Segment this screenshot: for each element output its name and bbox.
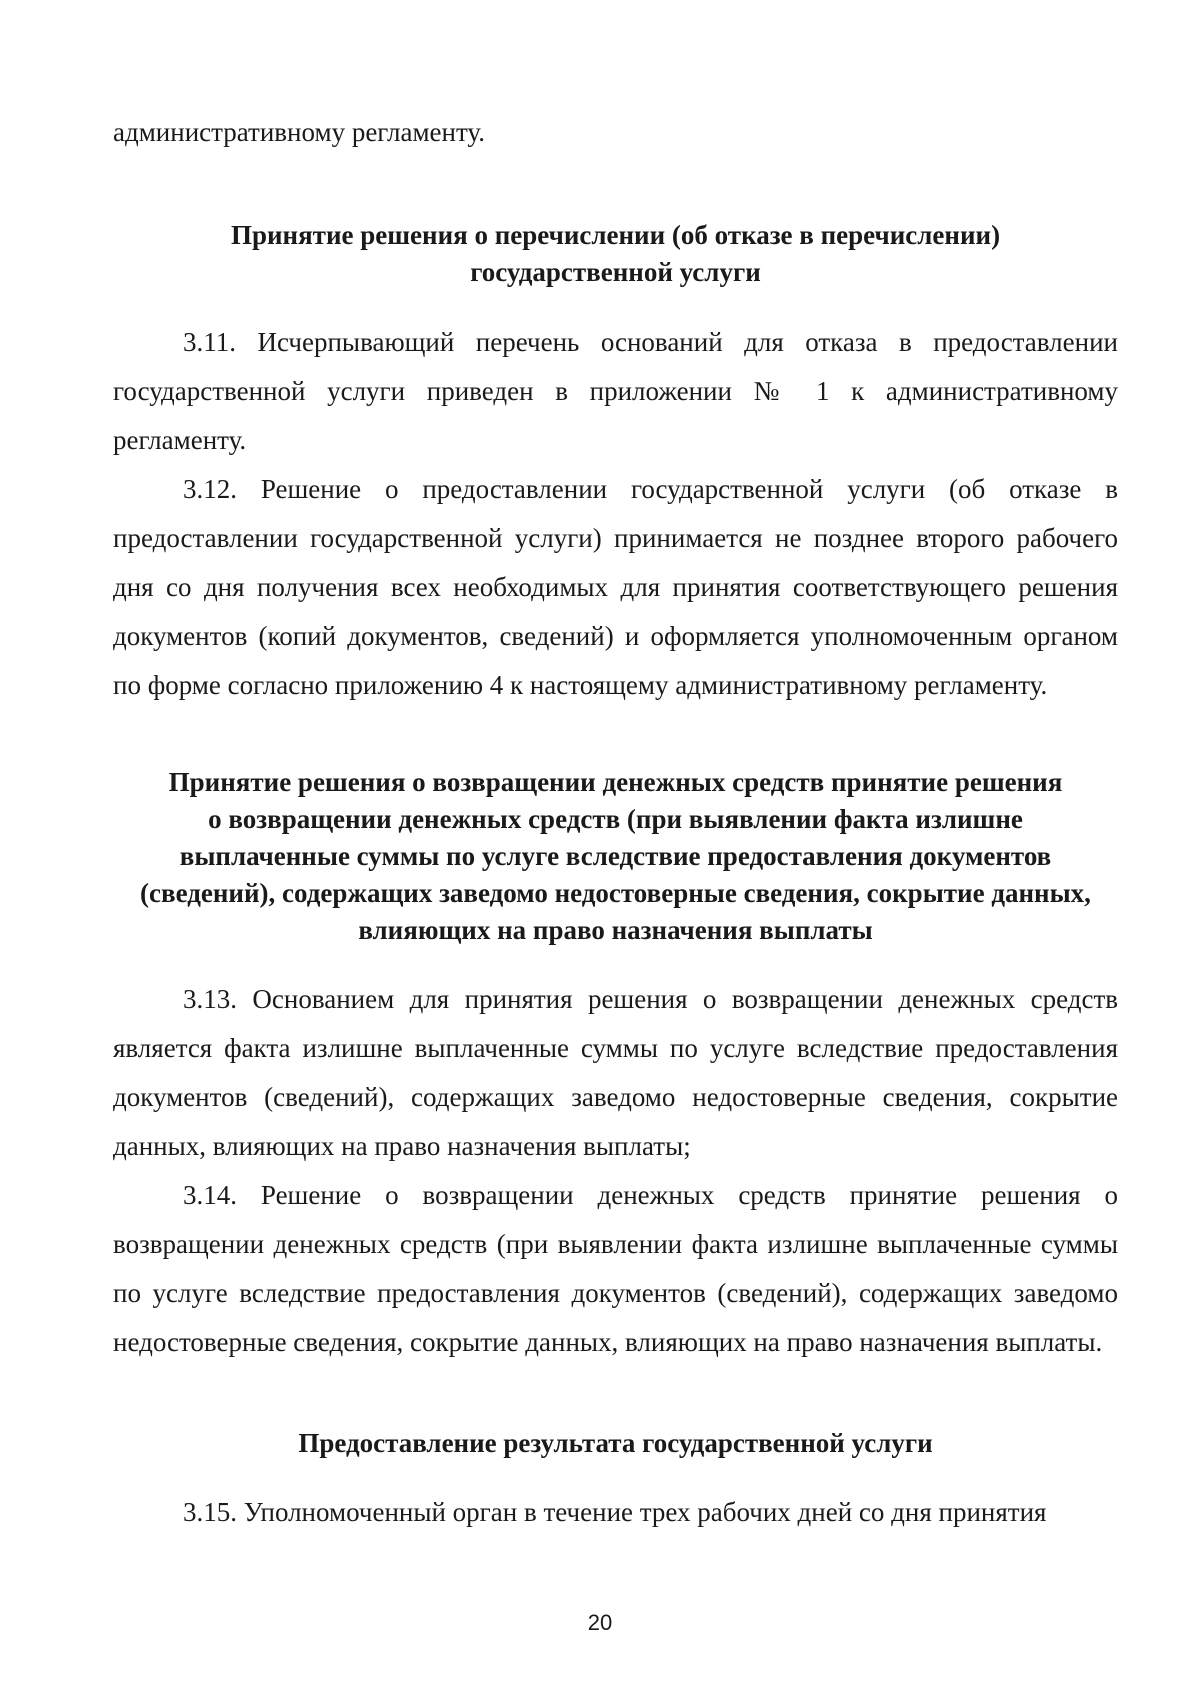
heading-refusal bbox=[113, 217, 1118, 291]
paragraph-3-12: 3.12. Решение о предоставлении государственной услуги (об отказе в предоставлении государственной услуги) принимается не позднее второго рабочего дня со дня получения всех необходимых для принятия соответствующего решения документов (копий документов, сведений) и оформляется уполномоченным органом по форме согласно приложению 4 к настоящему административному регламенту. bbox=[113, 474, 1118, 700]
heading-refund-line-4: (сведений), содержащих заведомо недостоверные сведения, сокрытие данных, bbox=[140, 878, 1091, 908]
page-number: 20 bbox=[587, 1610, 613, 1635]
paragraph-3-13: 3.13. Основанием для принятия решения о возвращении денежных средств является факта излишне выплаченные суммы по услуге вследствие предоставления документов (сведений), содержащих заведомо недостоверные сведения, сокрытие данных, влияющих на право назначения выплаты; bbox=[113, 984, 1118, 1161]
document-page bbox=[113, 108, 1118, 1537]
heading-refund-line-2: о возвращении денежных средств (при выявлении факта излишне bbox=[208, 804, 1023, 834]
heading-result bbox=[113, 1425, 1118, 1462]
heading-result-line-1: Предоставление результата государственной услуги bbox=[298, 1428, 933, 1458]
heading-refund bbox=[113, 764, 1118, 949]
paragraph-3-15: 3.15. Уполномоченный орган в течение трех рабочих дней со дня принятия bbox=[183, 1497, 1047, 1527]
heading-refund-line-3: выплаченные суммы по услуге вследствие предоставления документов bbox=[179, 841, 1052, 871]
heading-refund-line-5: влияющих на право назначения выплаты bbox=[358, 915, 873, 945]
heading-refund-line-1: Принятие решения о возвращении денежных средств принятие решения bbox=[168, 767, 1063, 797]
heading-refusal-line-2: государственной услуги bbox=[470, 257, 761, 287]
paragraph-3-14: 3.14. Решение о возвращении денежных средств принятие решения о возвращении денежных средств (при выявлении факта излишне выплаченные суммы по услуге вследствие предоставления документов (сведений), содержащих заведомо недостоверные сведения, сокрытие данных, влияющих на право назначения выплаты. bbox=[113, 1180, 1118, 1357]
paragraph-3-11: 3.11. Исчерпывающий перечень оснований для отказа в предоставлении государственной услуги приведен в приложении № 1 к административному регламенту. bbox=[113, 327, 1118, 455]
heading-refusal-line-1: Принятие решения о перечислении (об отказе в перечислении) bbox=[230, 220, 1001, 250]
intro-line: административному регламенту. bbox=[113, 117, 485, 147]
